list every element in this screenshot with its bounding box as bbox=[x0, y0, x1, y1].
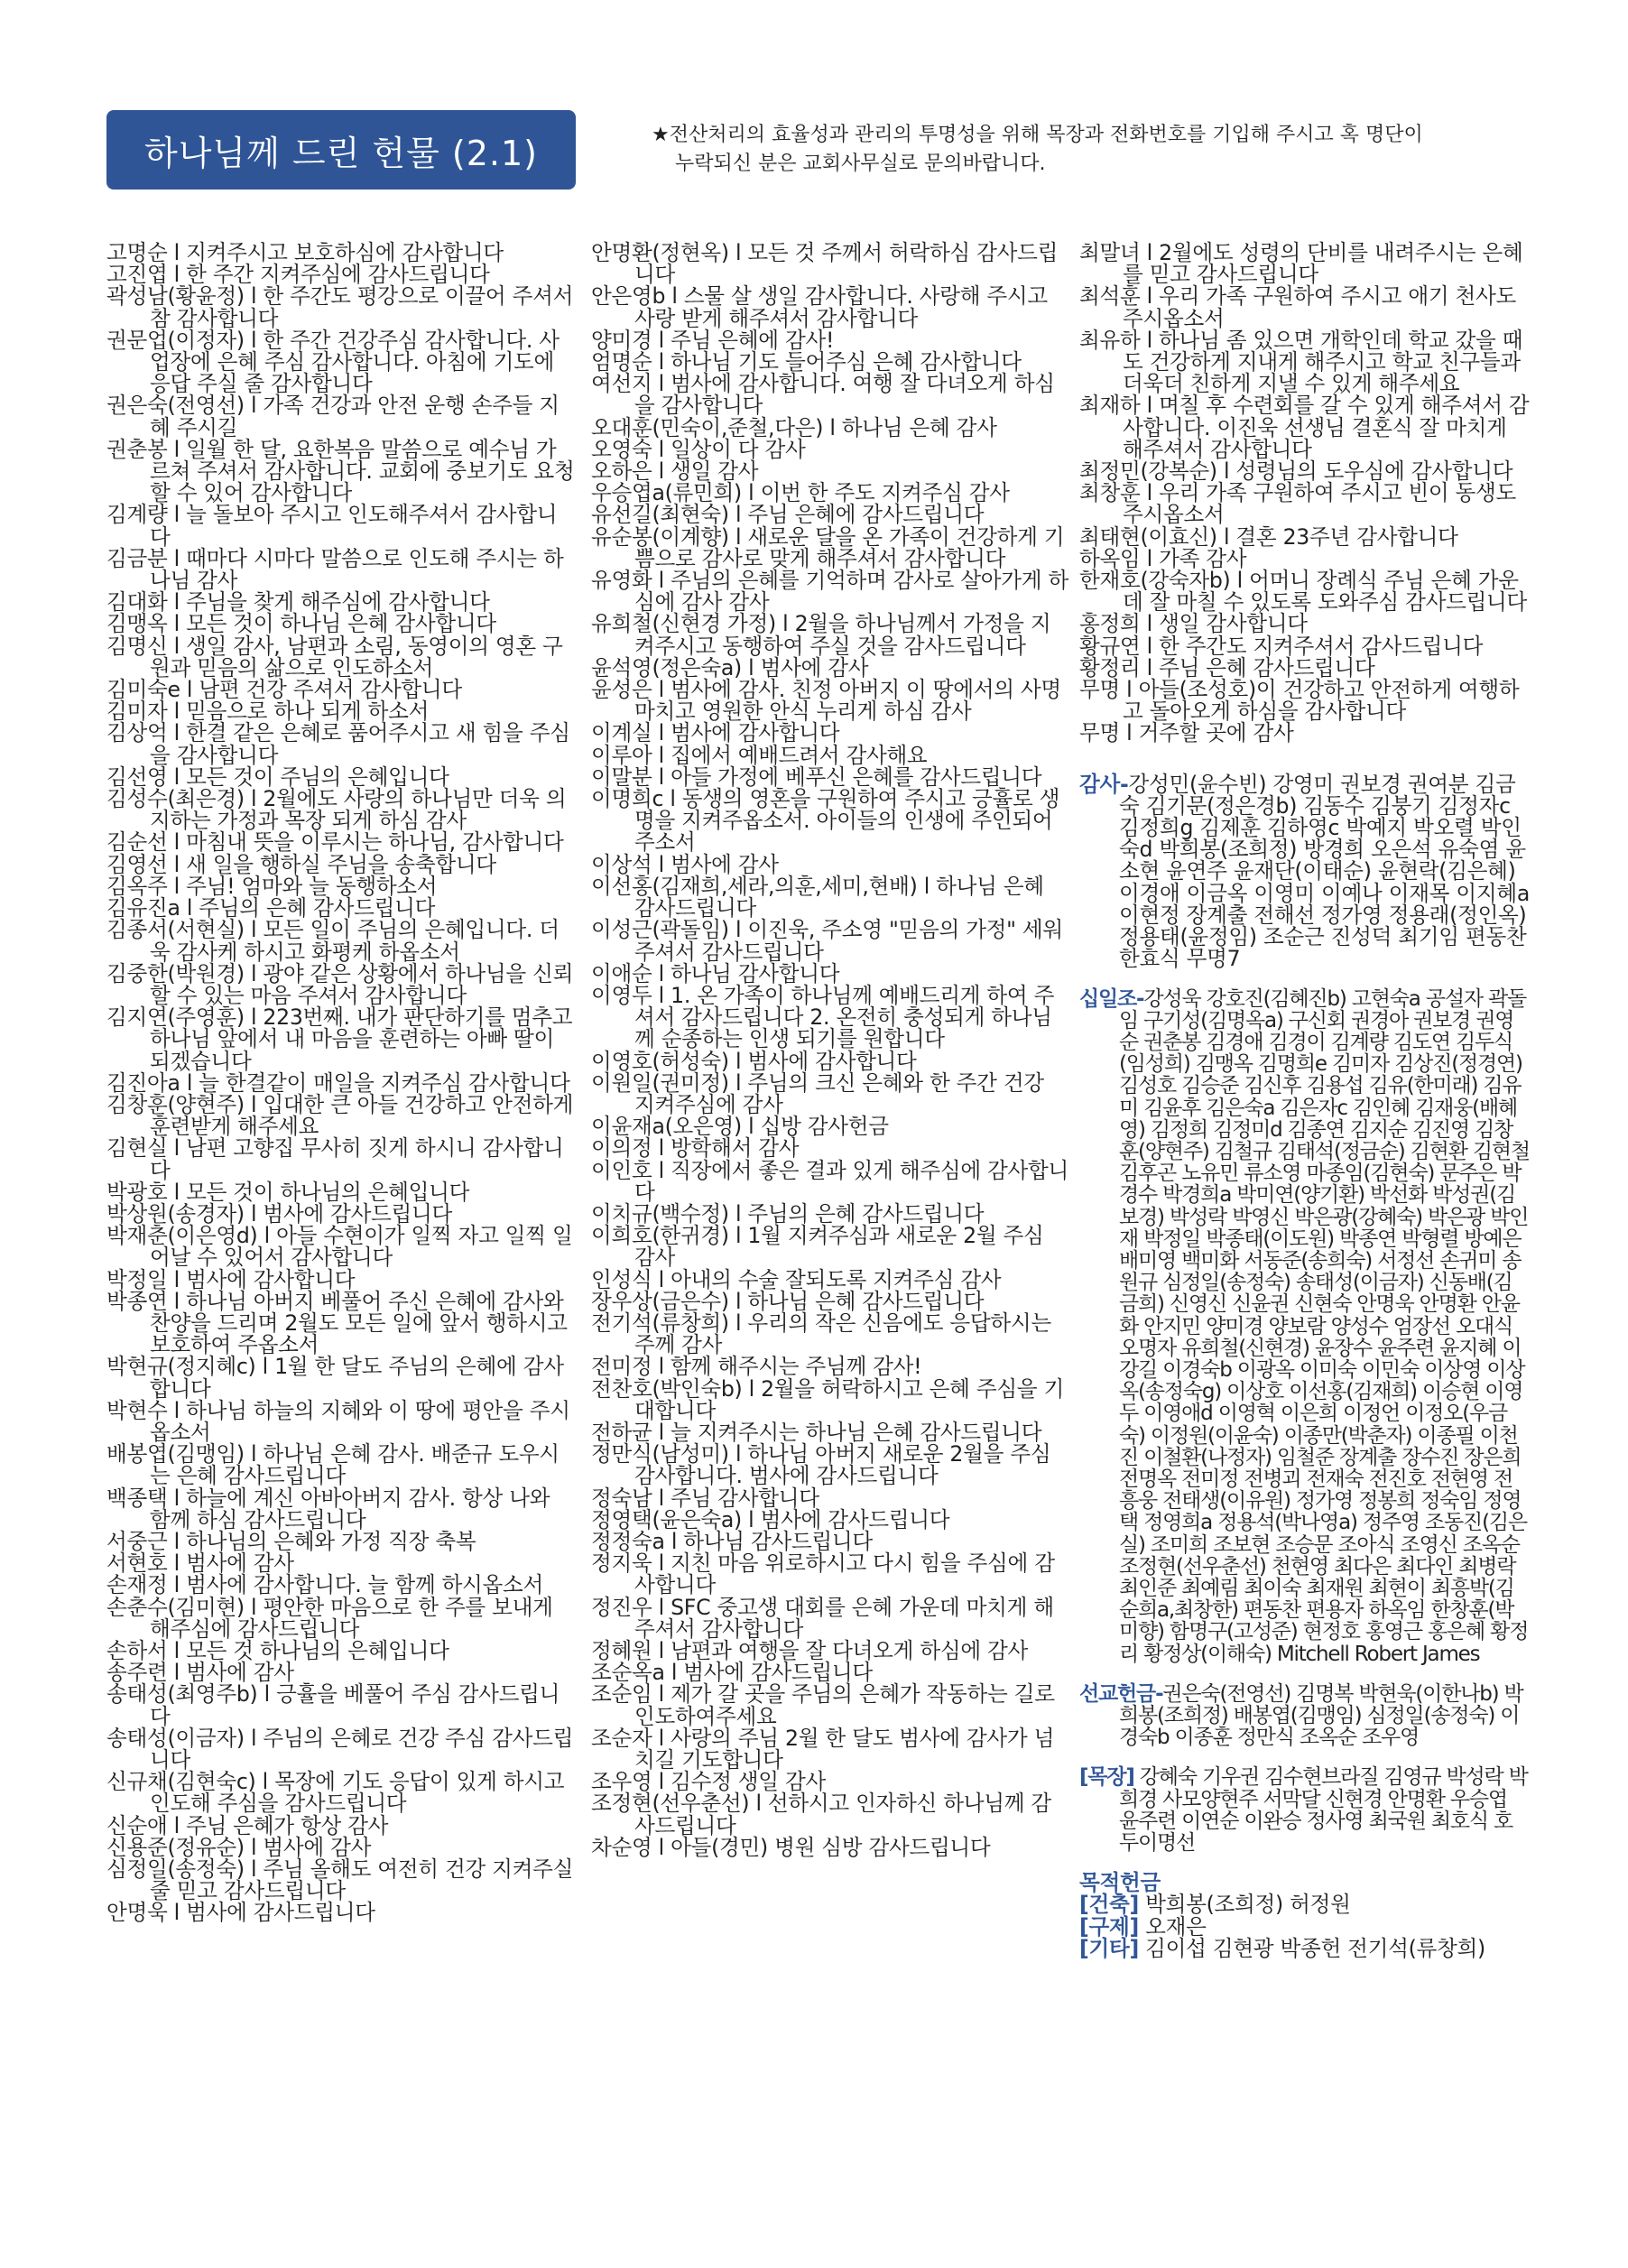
offering-entry: 조우영 l 김수정 생일 감사 bbox=[591, 1769, 826, 1795]
purpose-offering-item bbox=[1079, 1892, 1531, 1918]
offering-entry: 송태성(이금자) l 주님의 은혜로 건강 주심 감사드립니다 bbox=[106, 1725, 574, 1773]
offering-entry: 오대훈(민숙이,준철,다은) l 하나님 은혜 감사 bbox=[591, 414, 997, 440]
offering-entry: 이루아 l 집에서 예배드려서 감사해요 bbox=[591, 742, 928, 768]
notice-line-2: 누락되신 분은 교회사무실로 문의바랍니다. bbox=[675, 153, 1046, 175]
offering-entry: 김대화 l 주님을 찾게 해주심에 감사합니다 bbox=[106, 589, 490, 616]
offering-entry: 유순봉(이계향) l 새로운 달을 온 가족이 건강하게 기쁨으로 감사로 맞게 해주셔서 감사합니다 bbox=[591, 523, 1065, 571]
offering-entry: 곽성남(황윤정) l 한 주간도 평강으로 이끌어 주셔서 참 감사합니다 bbox=[106, 283, 574, 331]
offering-entry: 최재하 l 며칠 후 수련회를 갈 수 있게 해주셔서 감사합니다. 이진욱 선생님 결혼식 잘 마치게 해주셔서 감사합니다 bbox=[1079, 393, 1530, 462]
offering-entry: 김순선 l 마침내 뜻을 이루시는 하나님, 감사합니다 bbox=[106, 829, 564, 856]
offering-entry: 김상억 l 한결 같은 은혜로 품어주시고 새 힘을 주심을 감사합니다 bbox=[106, 720, 570, 768]
offering-group bbox=[1079, 1683, 1531, 1749]
offering-entry: 전하균 l 늘 지켜주시는 하나님 은혜 감사드립니다 bbox=[591, 1419, 1042, 1445]
offering-entry: 김중한(박원경) l 광야 같은 상황에서 하나님을 신뢰할 수 있는 마음 주셔서 감사합니다 bbox=[106, 960, 574, 1008]
offering-entry: 김옥주 l 주님! 엄마와 늘 동행하소서 bbox=[106, 873, 438, 899]
offering-entry: 이상석 l 범사에 감사 bbox=[591, 851, 779, 877]
offering-entry: 유선길(최현숙) l 주님 은혜에 감사드립니다 bbox=[591, 502, 985, 528]
offering-group bbox=[1079, 988, 1531, 1665]
offering-entry: 이희호(한귀경) l 1월 지켜주심과 새로운 2월 주심 감사 bbox=[591, 1223, 1044, 1271]
offering-entry: 유영화 l 주님의 은혜를 기억하며 감사로 살아가게 하심에 감사 감사 bbox=[591, 568, 1068, 616]
offering-entry: 이명희c l 동생의 영혼을 구원하여 주시고 긍휼로 생명을 지켜주옵소서. 아이들의 인생에 주인되어 주소서 bbox=[591, 786, 1060, 856]
page-title: 하나님께 드린 헌물 (2.1) bbox=[144, 133, 538, 173]
offering-entry: 김계량 l 늘 돌보아 주시고 인도해주셔서 감사합니다 bbox=[106, 502, 558, 550]
offering-entry: 박재춘(이은영d) l 아들 수현이가 일찍 자고 일찍 일어날 수 있어서 감사합니다 bbox=[106, 1223, 573, 1271]
offering-entry: 양미경 l 주님 은혜에 감사! bbox=[591, 327, 835, 353]
purpose-offering-names: 오재은 bbox=[1138, 1913, 1207, 1939]
offering-entry: 이선홍(김재희,세라,의훈,세미,현배) l 하나님 은혜 감사드립니다 bbox=[591, 873, 1044, 921]
purpose-offering-item bbox=[1079, 1935, 1531, 1961]
purpose-offering bbox=[1079, 1872, 1531, 1959]
offering-entry: 김지연(주영훈) l 223번째. 내가 판단하기를 멈추고 하나님 앞에서 내 마음을 훈련하는 아빠 딸이 되겠습니다 bbox=[106, 1004, 573, 1074]
offering-group-label: [목장] bbox=[1079, 1765, 1134, 1790]
offering-entry: 이영호(허성숙) l 범사에 감사합니다 bbox=[591, 1048, 917, 1074]
offering-entry: 손하서 l 모든 것 하나님의 은혜입니다 bbox=[106, 1638, 449, 1663]
offering-entry: 정만식(남성미) l 하나님 아버지 새로운 2월을 주심 감사합니다. 범사에 감사드립니다 bbox=[591, 1441, 1051, 1489]
offering-entry: 최석훈 l 우리 가족 구원하여 주시고 애기 천사도 주시옵소서 bbox=[1079, 283, 1516, 331]
offering-group-names: 강혜숙 기우권 김수현브라질 김영규 박성락 박희경 사모양현주 서막달 신현경 안명환 우승엽 윤주련 이연순 이완승 정사영 최국원 최호식 호두이명선 bbox=[1119, 1765, 1528, 1856]
column-1 bbox=[106, 242, 576, 1924]
title-banner bbox=[106, 110, 576, 190]
offering-entry: 배봉엽(김맹임) l 하나님 은혜 감사. 배준규 도우시는 은혜 감사드립니다 bbox=[106, 1441, 560, 1489]
offering-entry: 심정일(송정숙) l 주님 올해도 여전히 건강 지켜주실 줄 믿고 감사드립니다 bbox=[106, 1856, 574, 1904]
offering-group-label: 감사- bbox=[1079, 771, 1129, 797]
offering-entry: 김종서(서현실) l 모든 일이 주님의 은혜입니다. 더욱 감사케 하시고 화평케 하옵소서 bbox=[106, 917, 560, 965]
offering-entry: 권문업(이정자) l 한 주간 건강주심 감사합니다. 사업장에 은혜 주심 감사합니다. 아침에 기도에 응답 주실 줄 감사합니다 bbox=[106, 327, 560, 397]
offering-entry: 김명신 l 생일 감사, 남편과 소림, 동영이의 영혼 구원과 믿음의 삶으로 인도하소서 bbox=[106, 633, 563, 680]
offering-entry: 이성근(곽돌임) l 이진욱, 주소영 "믿음의 가정" 세워주셔서 감사드립니다 bbox=[591, 917, 1063, 965]
offering-entry: 안은영b l 스물 살 생일 감사합니다. 사랑해 주시고 사랑 받게 해주셔서 감사합니다 bbox=[591, 283, 1048, 331]
offering-entry: 이의정 l 방학해서 감사 bbox=[591, 1135, 800, 1162]
offering-entry: 무명 l 아들(조성호)이 건강하고 안전하게 여행하고 돌아오게 하심을 감사합니다 bbox=[1079, 677, 1520, 725]
offering-entry: 박상원(송경자) l 범사에 감사드립니다 bbox=[106, 1200, 453, 1227]
offering-groups bbox=[1079, 773, 1531, 1855]
offering-entry: 권춘봉 l 일월 한 달, 요한복음 말씀으로 예수님 가르쳐 주셔서 감사합니다. 교회에 중보기도 요청할 수 있어 감사합니다 bbox=[106, 436, 575, 506]
offering-entry: 이인호 l 직장에서 좋은 결과 있게 해주심에 감사합니다 bbox=[591, 1157, 1068, 1205]
offering-entry: 김맹옥 l 모든 것이 하나님 은혜 감사합니다 bbox=[106, 611, 496, 637]
offering-entry: 최태현(이효신) l 결혼 23주년 감사합니다 bbox=[1079, 523, 1458, 550]
offering-entry: 하옥임 l 가족 감사 bbox=[1079, 545, 1247, 571]
offering-entry: 이치규(백수정) l 주님의 은혜 감사드립니다 bbox=[591, 1200, 985, 1227]
offering-entry: 신용준(정유순) l 범사에 감사 bbox=[106, 1834, 372, 1860]
offering-entry: 김금분 l 때마다 시마다 말씀으로 인도해 주시는 하나님 감사 bbox=[106, 545, 564, 594]
offering-entry: 정정숙a l 하나님 감사드립니다 bbox=[591, 1528, 873, 1554]
offering-entry: 최유하 l 하나님 좀 있으면 개학인데 학교 갔을 때도 건강하게 지내게 해주시고 학교 친구들과 더욱더 친하게 지낼 수 있게 해주세요 bbox=[1079, 327, 1523, 397]
offering-group bbox=[1079, 773, 1531, 970]
offering-entry: 한재호(강숙자b) l 어머니 장례식 주님 은혜 가운데 잘 마칠 수 있도록 도와주심 감사드립니다 bbox=[1079, 568, 1528, 616]
offering-entry: 장우상(금은수) l 하나님 은혜 감사드립니다 bbox=[591, 1288, 985, 1314]
offering-entry: 전미정 l 함께 해주시는 주님께 감사! bbox=[591, 1354, 922, 1380]
offering-entry: 송주련 l 범사에 감사 bbox=[106, 1660, 294, 1686]
offering-entry: 이영두 l 1. 온 가족이 하나님께 예배드리게 하여 주셔서 감사드립니다 2. 온전히 충성되게 하나님께 순종하는 인생 되기를 원합니다 bbox=[591, 982, 1055, 1052]
offering-entry: 정지욱 l 지친 마음 위로하시고 다시 힘을 주심에 감사합니다 bbox=[591, 1551, 1055, 1598]
offering-group-text bbox=[1079, 1766, 1531, 1854]
offering-entry: 조순자 l 사랑의 주님 2월 한 달도 범사에 감사가 넘치길 기도합니다 bbox=[591, 1725, 1055, 1773]
offering-entry: 윤석영(정은숙a) l 범사에 감사 bbox=[591, 654, 869, 680]
offering-entry: 무명 l 거주할 곳에 감사 bbox=[1079, 720, 1294, 746]
offering-entry: 오하은 l 생일 감사 bbox=[591, 458, 759, 485]
offering-entry: 백종택 l 하늘에 계신 아바아버지 감사. 항상 나와 함께 하심 감사드립니다 bbox=[106, 1485, 550, 1532]
offering-entry: 조순임 l 제가 갈 곳을 주님의 은혜가 작동하는 길로 인도하여주세요 bbox=[591, 1681, 1055, 1729]
offering-entry: 김진아a l 늘 한결같이 매일을 지켜주심 감사합니다 bbox=[106, 1069, 570, 1096]
offering-entry: 홍정희 l 생일 감사합니다 bbox=[1079, 611, 1308, 637]
offering-entry: 김창훈(양현주) l 입대한 큰 아들 건강하고 안전하게 훈련받게 해주세요 bbox=[106, 1091, 574, 1140]
offering-entry: 김미자 l 믿음으로 하나 되게 하소서 bbox=[106, 699, 430, 725]
offering-entry: 고명순 l 지켜주시고 보호하심에 감사합니다 bbox=[106, 240, 504, 265]
offering-entry: 조정현(선우춘선) l 선하시고 인자하신 하나님께 감사드립니다 bbox=[591, 1791, 1051, 1838]
offering-entry: 김선영 l 모든 것이 주님의 은혜입니다 bbox=[106, 764, 449, 790]
offering-entry: 신규채(김현숙c) l 목장에 기도 응답이 있게 하시고 인도해 주심을 감사드립니다 bbox=[106, 1769, 565, 1817]
offering-entry: 정숙남 l 주님 감사합니다 bbox=[591, 1485, 819, 1511]
offering-entry: 최말녀 l 2월에도 성령의 단비를 내려주시는 은혜를 믿고 감사드립니다 bbox=[1079, 240, 1523, 288]
offering-entry: 조순옥a l 범사에 감사드립니다 bbox=[591, 1660, 873, 1686]
purpose-offering-tag: [건축] bbox=[1079, 1892, 1139, 1918]
offering-entry: 박현규(정지혜c) l 1월 한 달도 주님의 은혜에 감사합니다 bbox=[106, 1354, 564, 1402]
offering-entry: 정영택(윤은숙a) l 범사에 감사드립니다 bbox=[591, 1506, 950, 1532]
offering-entry: 이애순 l 하나님 감사합니다 bbox=[591, 960, 840, 986]
offering-entry: 윤성은 l 범사에 감사. 친정 아버지 이 땅에서의 사명 마치고 영원한 안식 누리게 하심 감사 bbox=[591, 677, 1061, 725]
purpose-offering-tag: [구제] bbox=[1079, 1913, 1139, 1939]
offering-entry: 김영선 l 새 일을 행하실 주님을 송축합니다 bbox=[106, 851, 496, 877]
purpose-offering-item bbox=[1079, 1913, 1531, 1939]
offering-entry: 정진우 l SFC 중고생 대회를 은혜 가운데 마치게 해주셔서 감사합니다 bbox=[591, 1594, 1054, 1642]
offering-entry: 박광호 l 모든 것이 하나님의 은혜입니다 bbox=[106, 1179, 470, 1205]
offering-group-names: 강성민(윤수빈) 강영미 권보경 권여분 김금숙 김기문(정은경b) 김동수 김붕기 김정자c 김정희g 김제훈 김하영c 박예지 박오렬 박인숙d 박희봉(조희정) 방경희 오은석 유숙염 윤소현 윤연주 윤재단(이태순) 윤현락(김은혜) 이경애 이금옥 이영미 이예나 이재목 이지혜a 이현정 장계출 전해선 정가영 정용래(정인옥) 정용태(윤정임) 조순근 진성덕 최기임 편동찬 한효식 무명7 bbox=[1119, 771, 1531, 972]
offering-group-text bbox=[1079, 988, 1531, 1665]
offering-entry: 전찬호(박인숙b) l 2월을 허락하시고 은혜 주심을 기대합니다 bbox=[591, 1375, 1064, 1423]
notice-line-1: ★전산처리의 효율성과 관리의 투명성을 위해 목장과 전화번호를 기입해 주시고 혹 명단이 bbox=[652, 124, 1423, 146]
purpose-offering-title: 목적헌금 bbox=[1079, 1870, 1161, 1896]
column-3 bbox=[1079, 242, 1531, 1959]
purpose-offering-names: 김이섭 김현광 박종헌 전기석(류창희) bbox=[1138, 1935, 1485, 1961]
offering-entry: 권은숙(전영선) l 가족 건강과 안전 운행 손주들 지혜 주시길 bbox=[106, 393, 560, 440]
purpose-offering-names: 박희봉(조희정) 허정원 bbox=[1138, 1892, 1351, 1918]
offering-group-label: 십일조- bbox=[1079, 986, 1144, 1011]
offering-entry: 서중근 l 하나님의 은혜와 가정 직장 축복 bbox=[106, 1528, 476, 1554]
offering-entry: 우승엽a(류민희) l 이번 한 주도 지켜주심 감사 bbox=[591, 480, 1010, 506]
notice-text bbox=[652, 121, 1554, 179]
offering-entry: 여선지 l 범사에 감사합니다. 여행 잘 다녀오게 하심을 감사합니다 bbox=[591, 371, 1055, 419]
offering-entry: 최정민(강복순) l 성령님의 도우심에 감사합니다 bbox=[1079, 458, 1513, 485]
offering-entry: 김미숙e l 남편 건강 주셔서 감사합니다 bbox=[106, 677, 462, 703]
offering-group-names: 권은숙(전영선) 김명복 박현욱(이한나b) 박희봉(조희정) 배봉엽(김맹임) 심정일(송정숙) 이경숙b 이종훈 정만식 조옥순 조우영 bbox=[1119, 1681, 1523, 1750]
offering-entry: 최창훈 l 우리 가족 구원하여 주시고 빈이 동생도 주시옵소서 bbox=[1079, 480, 1516, 528]
offering-entry: 엄명순 l 하나님 기도 들어주심 은혜 감사합니다 bbox=[591, 349, 1022, 375]
offering-entry: 송태성(최영주b) l 긍휼을 베풀어 주심 감사드립니다 bbox=[106, 1681, 560, 1729]
offering-entry: 손춘수(김미현) l 평안한 마음으로 한 주를 보내게 해주심에 감사드립니다 bbox=[106, 1594, 553, 1642]
offering-entry: 정혜원 l 남편과 여행을 잘 다녀오게 하심에 감사 bbox=[591, 1638, 1028, 1663]
offering-entry: 유희철(신현경 가정) l 2월을 하나님께서 가정을 지켜주시고 동행하여 주실 것을 감사드립니다 bbox=[591, 611, 1051, 659]
offering-entry: 이말분 l 아들 가정에 베푸신 은혜를 감사드립니다 bbox=[591, 764, 1042, 790]
offering-entry: 고진엽 l 한 주간 지켜주심에 감사드립니다 bbox=[106, 262, 490, 288]
offering-entry: 이계실 l 범사에 감사합니다 bbox=[591, 720, 840, 746]
offering-group-names: 강성욱 강호진(김혜진b) 고현숙a 공설자 곽돌임 구기성(김명옥a) 구신회 권경아 권보경 권영순 권춘봉 김경애 김경이 김계량 김도연 김두식(임성희) 김맹옥 김명희e 김미자 김상진(정경연) 김성호 김승준 김신후 김용섭 김유(한미래) 김유미 김윤후 김은숙a 김은자c 김인혜 김재웅(배혜영) 김정희 김정미d 김종연 김지순 김진영 김창훈(양현주) 김철규 김태석(정금순) 김현환 김현철 김후곤 노유민 류소영 마종임(김현숙) 문주은 박경수 박경희a 박미연(양기환) 박선화 박성권(김보경) 박성락 박영신 박은광(강혜숙) 박은광 박인재 박정일 박종태(이도원) 박종연 박형렬 방예은 배미영 백미화 서동준(송희숙) 서정선 손귀미 송원규 심정일(송정숙) 송태성(이금자) 신동배(김금희) 신영신 신윤권 신현숙 안명욱 안명환 안윤화 안지민 양미경 양보람 양성수 엄장선 오대식 오명자 유희철(신현경) 윤장수 윤주련 윤지혜 이강길 이경숙b 이광옥 이미숙 이민숙 이상영 이상옥(송정숙g) 이상호 이선홍(김재희) 이승현 이영두 이영애d 이영혁 이은희 이정언 이정오(우금숙) 이정원(이윤숙) 이종만(박춘자) 이종필 이천진 이철환(나정자) 임철준 장계출 장수진 장은희 전명옥 전미정 전병괴 전재숙 전진호 전현영 전흥웅 전태생(이유원) 정가영 정봉희 정숙임 정영택 정영희a 정용석(박나영a) 정주영 조동진(김은실) 조미희 조보현 조승문 조아식 조영신 조옥순 조정현(선우춘선) 천현영 최다은 최다인 최병락 최인준 최예림 최이숙 최재원 최현이 최흥박(김순희a,최창한) 편동찬 편용자 하옥임 한창훈(박미향) 함명구(고성준) 현정호 홍영근 홍은혜 황정리 황정상(이해숙) Mitchell Robert James bbox=[1119, 986, 1530, 1666]
column-3-entries bbox=[1079, 242, 1531, 745]
offering-entry: 안명욱 l 범사에 감사드립니다 bbox=[106, 1900, 375, 1926]
offering-entry: 안명환(정현옥) l 모든 것 주께서 허락하심 감사드립니다 bbox=[591, 240, 1059, 288]
offering-group-label: 선교헌금- bbox=[1079, 1681, 1163, 1706]
offering-entry: 이원일(권미정) l 주님의 크신 은혜와 한 주간 건강 지켜주심에 감사 bbox=[591, 1069, 1044, 1117]
purpose-offering-tag: [기타] bbox=[1079, 1935, 1139, 1961]
column-2 bbox=[591, 242, 1069, 1858]
offering-entry: 이윤재a(오은영) l 십방 감사헌금 bbox=[591, 1114, 889, 1140]
offering-entry: 신순애 l 주님 은혜가 항상 감사 bbox=[106, 1812, 389, 1838]
offering-entry: 박종연 l 하나님 아버지 베풀어 주신 은혜에 감사와 찬양을 드리며 2월도 모든 일에 앞서 행하시고 보호하여 주옵소서 bbox=[106, 1288, 568, 1358]
offering-entry: 오영숙 l 일상이 다 감사 bbox=[591, 436, 806, 462]
offering-entry: 손재정 l 범사에 감사합니다. 늘 함께 하시옵소서 bbox=[106, 1572, 543, 1598]
offering-entry: 황정리 l 주님 은혜 감사드립니다 bbox=[1079, 654, 1375, 680]
offering-entry: 차순영 l 아들(경민) 병원 심방 감사드립니다 bbox=[591, 1834, 991, 1860]
offering-entry: 전기석(류창희) l 우리의 작은 신음에도 응답하시는 주께 감사 bbox=[591, 1310, 1051, 1358]
offering-entry: 황규연 l 한 주간도 지켜주셔서 감사드립니다 bbox=[1079, 633, 1484, 659]
offering-entry: 김유진a l 주님의 은혜 감사드립니다 bbox=[106, 895, 436, 921]
offering-entry: 김현실 l 남편 고향집 무사히 짓게 하시니 감사합니다 bbox=[106, 1135, 564, 1183]
offering-entry: 서현호 l 범사에 감사 bbox=[106, 1551, 294, 1577]
offering-entry: 박정일 l 범사에 감사합니다 bbox=[106, 1266, 356, 1292]
offering-entry: 박현수 l 하나님 하늘의 지혜와 이 땅에 평안을 주시옵소서 bbox=[106, 1397, 570, 1445]
offering-entry: 김성수(최은경) l 2월에도 사랑의 하나님만 더욱 의지하는 가정과 목장 되게 하심 감사 bbox=[106, 786, 567, 834]
offering-group-text bbox=[1079, 773, 1531, 970]
offering-group-text bbox=[1079, 1683, 1531, 1749]
offering-group bbox=[1079, 1766, 1531, 1854]
offering-entry: 인성식 l 아내의 수술 잘되도록 지켜주심 감사 bbox=[591, 1266, 1002, 1292]
